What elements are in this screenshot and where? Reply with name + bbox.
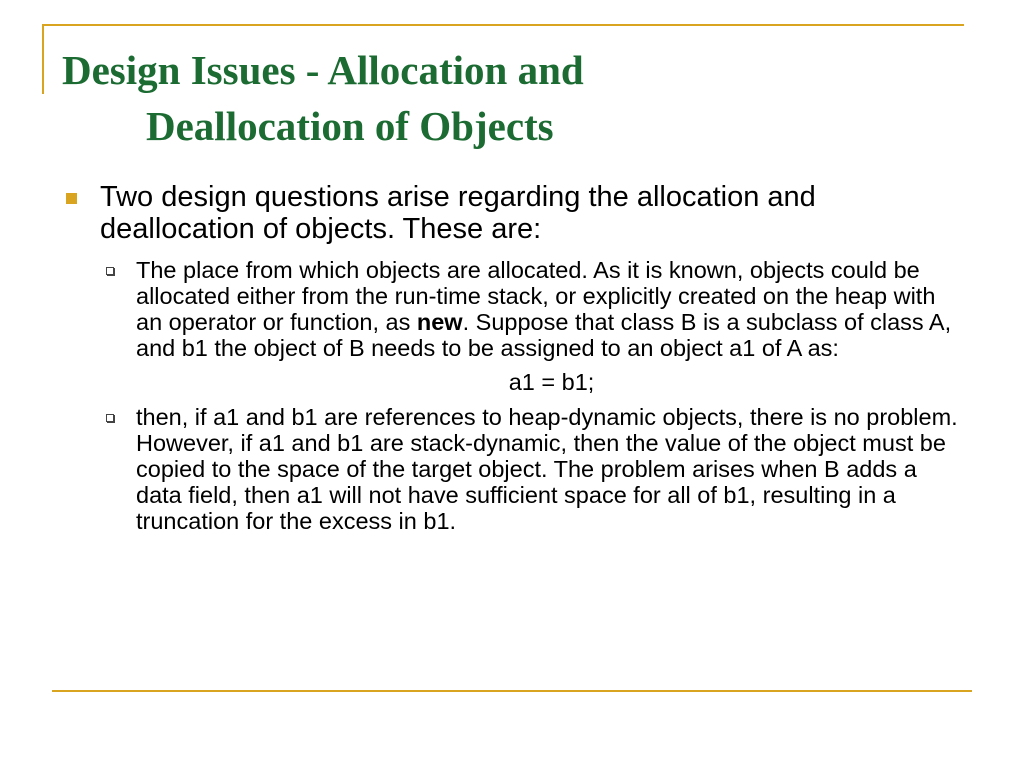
slide-title-line-2: Deallocation of Objects	[146, 103, 554, 149]
bullet-level2-allocation-place	[62, 257, 967, 361]
assignment-equation: a1 = b1;	[508, 369, 595, 395]
frame-bottom-line	[52, 690, 972, 692]
frame-left-line	[42, 24, 44, 94]
slide-title-line-1: Design Issues - Allocation and	[62, 47, 584, 93]
slide-content	[62, 181, 967, 534]
bullet-level1	[62, 181, 967, 245]
bullet-level2-text	[136, 257, 967, 361]
square-bullet-icon	[66, 193, 77, 204]
bullet-level2-truncation	[62, 404, 967, 534]
hollow-square-bullet-icon	[106, 414, 114, 422]
frame-top-line	[42, 24, 964, 26]
bullet-level2-text: then, if a1 and b1 are references to heap-dynamic objects, there is no problem. However, if a1 and b1 are stack-dynamic, then the value of the object must be copied to the space of the target object. The problem arises when B adds a data field, then a1 will not have sufficient space for all of b1, resulting in a truncation for the excess in b1.	[136, 404, 958, 534]
hollow-square-bullet-icon	[106, 267, 114, 275]
text-before-keyword: The place from which objects are allocated. As it is known, objects could be allocated either from the run-time stack, or explicitly created on the heap with an operator or function, as	[136, 257, 936, 335]
keyword-new: new	[416, 309, 463, 335]
slide-title	[62, 42, 962, 154]
bullet-level1-text: Two design questions arise regarding the allocation and deallocation of objects. These are:	[100, 181, 816, 245]
text-after-keyword: . Suppose that class B is a subclass of class A, and b1 the object of B needs to be assigned to an object a1 of A as:	[136, 309, 952, 361]
